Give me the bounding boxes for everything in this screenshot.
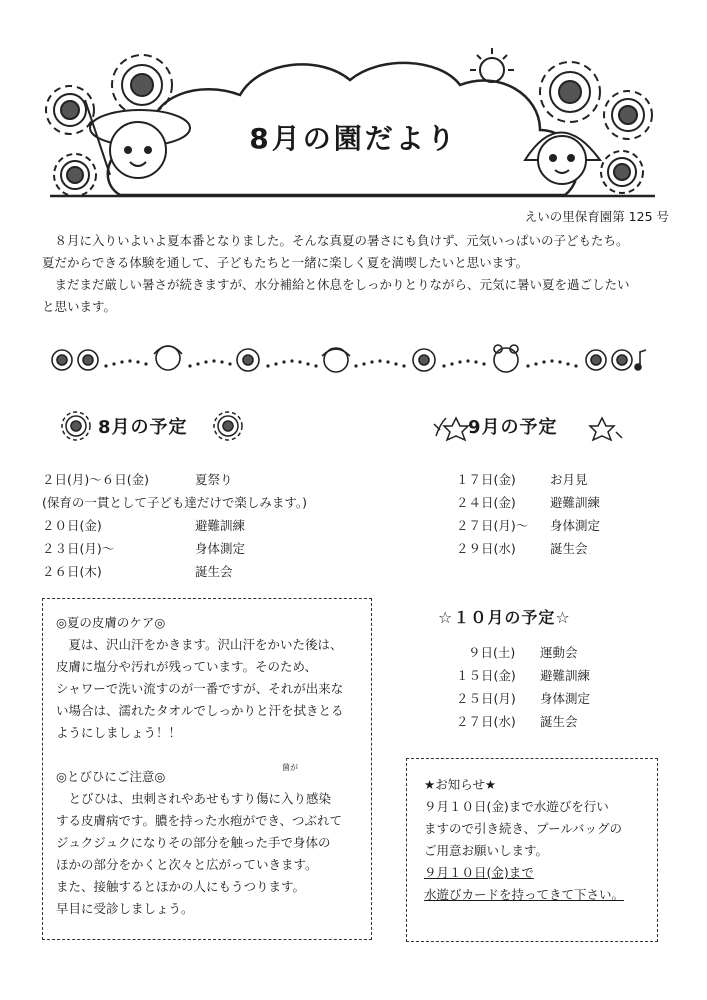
september-heading: 9月の予定 [468,417,558,438]
notice-underlined-line: ９月１０日(金)まで [424,865,534,880]
notice-heading: ★お知らせ★ [424,777,497,792]
schedule-event: 身体測定 [550,518,601,533]
schedule-date: ２９日(水) [456,541,516,556]
notice-content [424,774,624,906]
skin-care-line: 皮膚に塩分や汚れが残っています。そのため、 [56,659,318,674]
header-illustration [0,0,707,210]
impetigo-line: する皮膚病です。膿を持った水疱ができ、つぶれて [56,813,343,828]
impetigo-line: とびひは、虫刺されやあせもすり傷に入り感染 [56,791,332,806]
schedule-date: ２５日(月) [456,691,516,706]
schedule-date: ２３日(月)～ [42,541,115,556]
october-heading: ☆１０月の予定☆ [438,608,571,627]
impetigo-line: ほかの部分をかくと次々と広がっていきます。 [56,857,318,872]
notice-line: ご用意お願いします。 [424,843,549,858]
impetigo-line: また、接触するとほかの人にもうつります。 [56,879,306,894]
intro-paragraph [42,230,630,318]
issue-number: えいの里保育園第 125 号 [524,209,669,224]
impetigo-line: ジュクジュクになりその部分を触った手で身体の [56,835,331,850]
notice-line: ９月１０日(金)まで水遊びを行い [424,799,609,814]
intro-line: と思います。 [42,299,117,314]
schedule-event: 身体測定 [195,541,246,556]
schedule-date: ２日(月)～６日(金) [42,472,150,487]
skin-care-line: ようにしましょう！！ [56,725,182,740]
schedule-event: お月見 [550,472,588,487]
schedule-event: 避難訓練 [195,518,246,533]
handwritten-annotation: 菌が [282,763,298,772]
skin-care-line: シャワーで洗い流すのが一番ですが、それが出来な [56,681,344,696]
skin-care-content [56,612,344,920]
schedule-event: 運動会 [540,645,578,660]
impetigo-line: 早目に受診しましょう。 [56,901,194,916]
schedule-date: １７日(金) [456,472,516,487]
schedule-note: (保育の一貫として子ども達だけで楽しみます。) [42,495,308,510]
schedule-event: 身体測定 [540,691,591,706]
notice-line: ますので引き続き、プールバッグの [424,821,623,836]
skin-care-line: い場合は、濡れたタオルでしっかりと汗を拭きとる [56,703,344,718]
decorative-border [40,340,660,382]
schedule-event: 誕生会 [550,541,588,556]
schedule-event: 夏祭り [195,472,233,487]
schedule-date: ２７日(月)～ [456,518,529,533]
august-heading: 8月の予定 [98,417,188,438]
schedule-date: １５日(金) [456,668,516,683]
schedule-event: 誕生会 [195,564,233,579]
skin-care-line: 夏は、沢山汗をかきます。沢山汗をかいた後は、 [56,637,343,652]
schedule-event: 誕生会 [540,714,578,729]
intro-line: 夏だからできる体験を通して、子どもたちと一緒に楽しく夏を満喫したいと思います。 [42,255,529,270]
intro-line: まだまだ厳しい暑さが続きますが、水分補給と休息をしっかりとりながら、元気に暑い夏を過ごしたい [42,277,630,292]
schedule-date: ２０日(金) [42,518,102,533]
schedule-event: 避難訓練 [550,495,601,510]
page-title: 8月の園だより [249,122,458,155]
schedule-event: 避難訓練 [540,668,591,683]
schedule-date: ２６日(木) [42,564,102,579]
schedule-date: ９日(土) [468,645,516,660]
impetigo-heading: ◎とびひにご注意◎ [56,769,166,784]
skin-care-heading: ◎夏の皮膚のケア◎ [56,615,166,630]
schedule-date: ２７日(水) [456,714,516,729]
notice-underlined-line: 水遊びカードを持ってきて下さい。 [424,887,625,902]
intro-line: ８月に入りいよいよ夏本番となりました。そんな真夏の暑さにも負けず、元気いっぱいの子どもたち。 [42,233,629,248]
schedule-date: ２４日(金) [456,495,516,510]
sun-icon [470,48,514,82]
